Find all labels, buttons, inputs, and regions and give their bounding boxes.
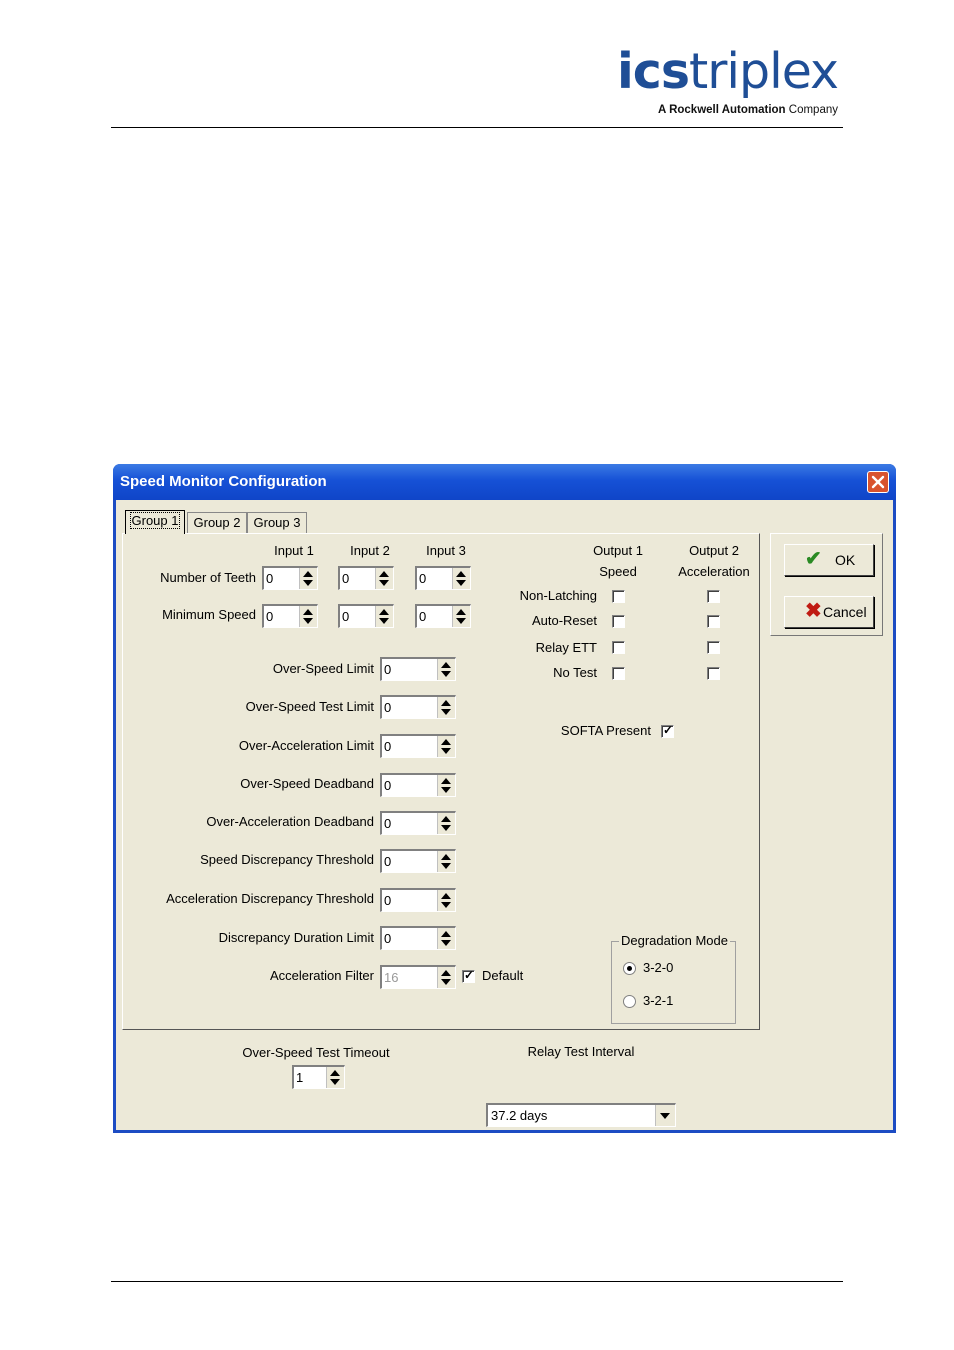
acceleration-discrepancy-threshold-label: Acceleration Discrepancy Threshold — [166, 891, 374, 906]
footer-rule — [111, 1281, 843, 1282]
speed-discrepancy-threshold-input[interactable]: 0 — [380, 849, 456, 873]
auto-reset-label: Auto-Reset — [531, 613, 597, 628]
title-bar[interactable] — [113, 464, 896, 500]
softa-present-checkbox[interactable] — [661, 725, 674, 738]
auto-reset-out1-checkbox[interactable] — [612, 615, 625, 628]
spin-arrows-icon[interactable] — [437, 928, 455, 949]
radio-3-2-1[interactable] — [623, 995, 636, 1008]
auto-reset-out2-checkbox[interactable] — [707, 615, 720, 628]
close-icon — [868, 472, 888, 492]
non-latching-label: Non-Latching — [519, 588, 597, 603]
spin-arrows-icon[interactable] — [375, 568, 393, 589]
non-latching-out2-checkbox[interactable] — [707, 590, 720, 603]
discrepancy-duration-limit-input[interactable]: 0 — [380, 926, 456, 950]
spin-arrows-icon[interactable] — [375, 606, 393, 627]
spin-arrows-icon[interactable] — [437, 659, 455, 680]
over-speed-test-limit-label: Over-Speed Test Limit — [245, 699, 374, 714]
cancel-button[interactable]: ✖ Cancel — [784, 596, 874, 628]
spin-arrows-icon[interactable] — [437, 890, 455, 911]
min-speed-input-3[interactable]: 0 — [415, 604, 471, 628]
checkmark-icon: ✔ — [805, 548, 822, 570]
relay-ett-out1-checkbox[interactable] — [612, 641, 625, 654]
teeth-input-3[interactable]: 0 — [415, 566, 471, 590]
relay-test-interval-select[interactable]: 37.2 days — [486, 1103, 676, 1127]
header-rule — [111, 127, 843, 128]
dropdown-arrow-icon[interactable] — [655, 1105, 675, 1126]
softa-present-label: SOFTA Present — [560, 723, 651, 738]
output-1-header: Output 1 — [593, 543, 643, 558]
acceleration-filter-input[interactable]: 16 — [380, 965, 456, 989]
non-latching-out1-checkbox[interactable] — [612, 590, 625, 603]
over-acceleration-limit-label: Over-Acceleration Limit — [238, 738, 374, 753]
spin-arrows-icon[interactable] — [437, 967, 455, 988]
over-acceleration-deadband-input[interactable]: 0 — [380, 811, 456, 835]
window-title: Speed Monitor Configuration — [120, 473, 327, 490]
spin-arrows-icon[interactable] — [299, 568, 317, 589]
radio-3-2-1-label: 3-2-1 — [643, 993, 674, 1008]
spin-arrows-icon[interactable] — [437, 813, 455, 834]
speed-monitor-dialog — [113, 464, 896, 1133]
relay-ett-out2-checkbox[interactable] — [707, 641, 720, 654]
input-3-header: Input 3 — [426, 543, 466, 558]
cancel-x-icon: ✖ — [805, 600, 822, 622]
number-of-teeth-label: Number of Teeth — [160, 570, 256, 585]
no-test-out2-checkbox[interactable] — [707, 667, 720, 680]
degradation-mode-group — [611, 933, 736, 1024]
check-icon: ✓ — [663, 723, 674, 737]
check-icon: ✓ — [464, 968, 475, 982]
over-acceleration-limit-input[interactable]: 0 — [380, 734, 456, 758]
min-speed-input-2[interactable]: 0 — [338, 604, 394, 628]
relay-ett-label: Relay ETT — [535, 640, 597, 655]
no-test-out1-checkbox[interactable] — [612, 667, 625, 680]
spin-arrows-icon[interactable] — [437, 736, 455, 757]
teeth-input-2[interactable]: 0 — [338, 566, 394, 590]
tab-group-3[interactable]: Group 3 — [247, 512, 307, 533]
over-speed-deadband-input[interactable]: 0 — [380, 773, 456, 797]
spin-arrows-icon[interactable] — [437, 851, 455, 872]
output-1-subheader: Speed — [599, 564, 637, 579]
over-speed-limit-label: Over-Speed Limit — [272, 661, 374, 676]
minimum-speed-label: Minimum Speed — [162, 607, 256, 622]
input-1-header: Input 1 — [274, 543, 314, 558]
spin-arrows-icon[interactable] — [299, 606, 317, 627]
dialog-client — [116, 500, 893, 1130]
default-label: Default — [482, 968, 524, 983]
no-test-label: No Test — [553, 665, 597, 680]
ok-button[interactable]: ✔ OK — [784, 544, 874, 576]
spin-arrows-icon[interactable] — [452, 568, 470, 589]
over-speed-test-timeout-label: Over-Speed Test Timeout — [242, 1045, 390, 1060]
tab-group-1[interactable]: Group 1 — [125, 510, 185, 534]
speed-discrepancy-threshold-label: Speed Discrepancy Threshold — [200, 852, 374, 867]
ics-triplex-logo — [600, 44, 850, 124]
input-2-header: Input 2 — [350, 543, 390, 558]
tab-panel — [122, 533, 760, 1030]
degradation-mode-legend: Degradation Mode — [621, 933, 728, 948]
over-speed-test-limit-input[interactable]: 0 — [380, 695, 456, 719]
logo-tagline: A Rockwell Automation Company — [658, 104, 838, 116]
teeth-input-1[interactable]: 0 — [262, 566, 318, 590]
default-checkbox[interactable] — [462, 970, 475, 983]
acceleration-discrepancy-threshold-input[interactable]: 0 — [380, 888, 456, 912]
spin-arrows-icon[interactable] — [437, 697, 455, 718]
radio-3-2-0[interactable] — [623, 962, 636, 975]
logo-wordmark: icstriplex — [617, 43, 838, 100]
over-speed-limit-input[interactable]: 0 — [380, 657, 456, 681]
relay-test-interval-label: Relay Test Interval — [527, 1044, 635, 1059]
over-acceleration-deadband-label: Over-Acceleration Deadband — [206, 814, 374, 829]
tab-group-2[interactable]: Group 2 — [187, 512, 247, 533]
output-2-header: Output 2 — [689, 543, 739, 558]
spin-arrows-icon[interactable] — [452, 606, 470, 627]
over-speed-test-timeout-input[interactable]: 1 — [292, 1065, 345, 1089]
acceleration-filter-label: Acceleration Filter — [269, 968, 374, 983]
discrepancy-duration-limit-label: Discrepancy Duration Limit — [218, 930, 374, 945]
spin-arrows-icon[interactable] — [326, 1067, 344, 1088]
over-speed-deadband-label: Over-Speed Deadband — [240, 776, 374, 791]
radio-3-2-0-label: 3-2-0 — [643, 960, 674, 975]
close-button[interactable] — [867, 471, 889, 493]
min-speed-input-1[interactable]: 0 — [262, 604, 318, 628]
spin-arrows-icon[interactable] — [437, 775, 455, 796]
output-2-subheader: Acceleration — [678, 564, 750, 579]
